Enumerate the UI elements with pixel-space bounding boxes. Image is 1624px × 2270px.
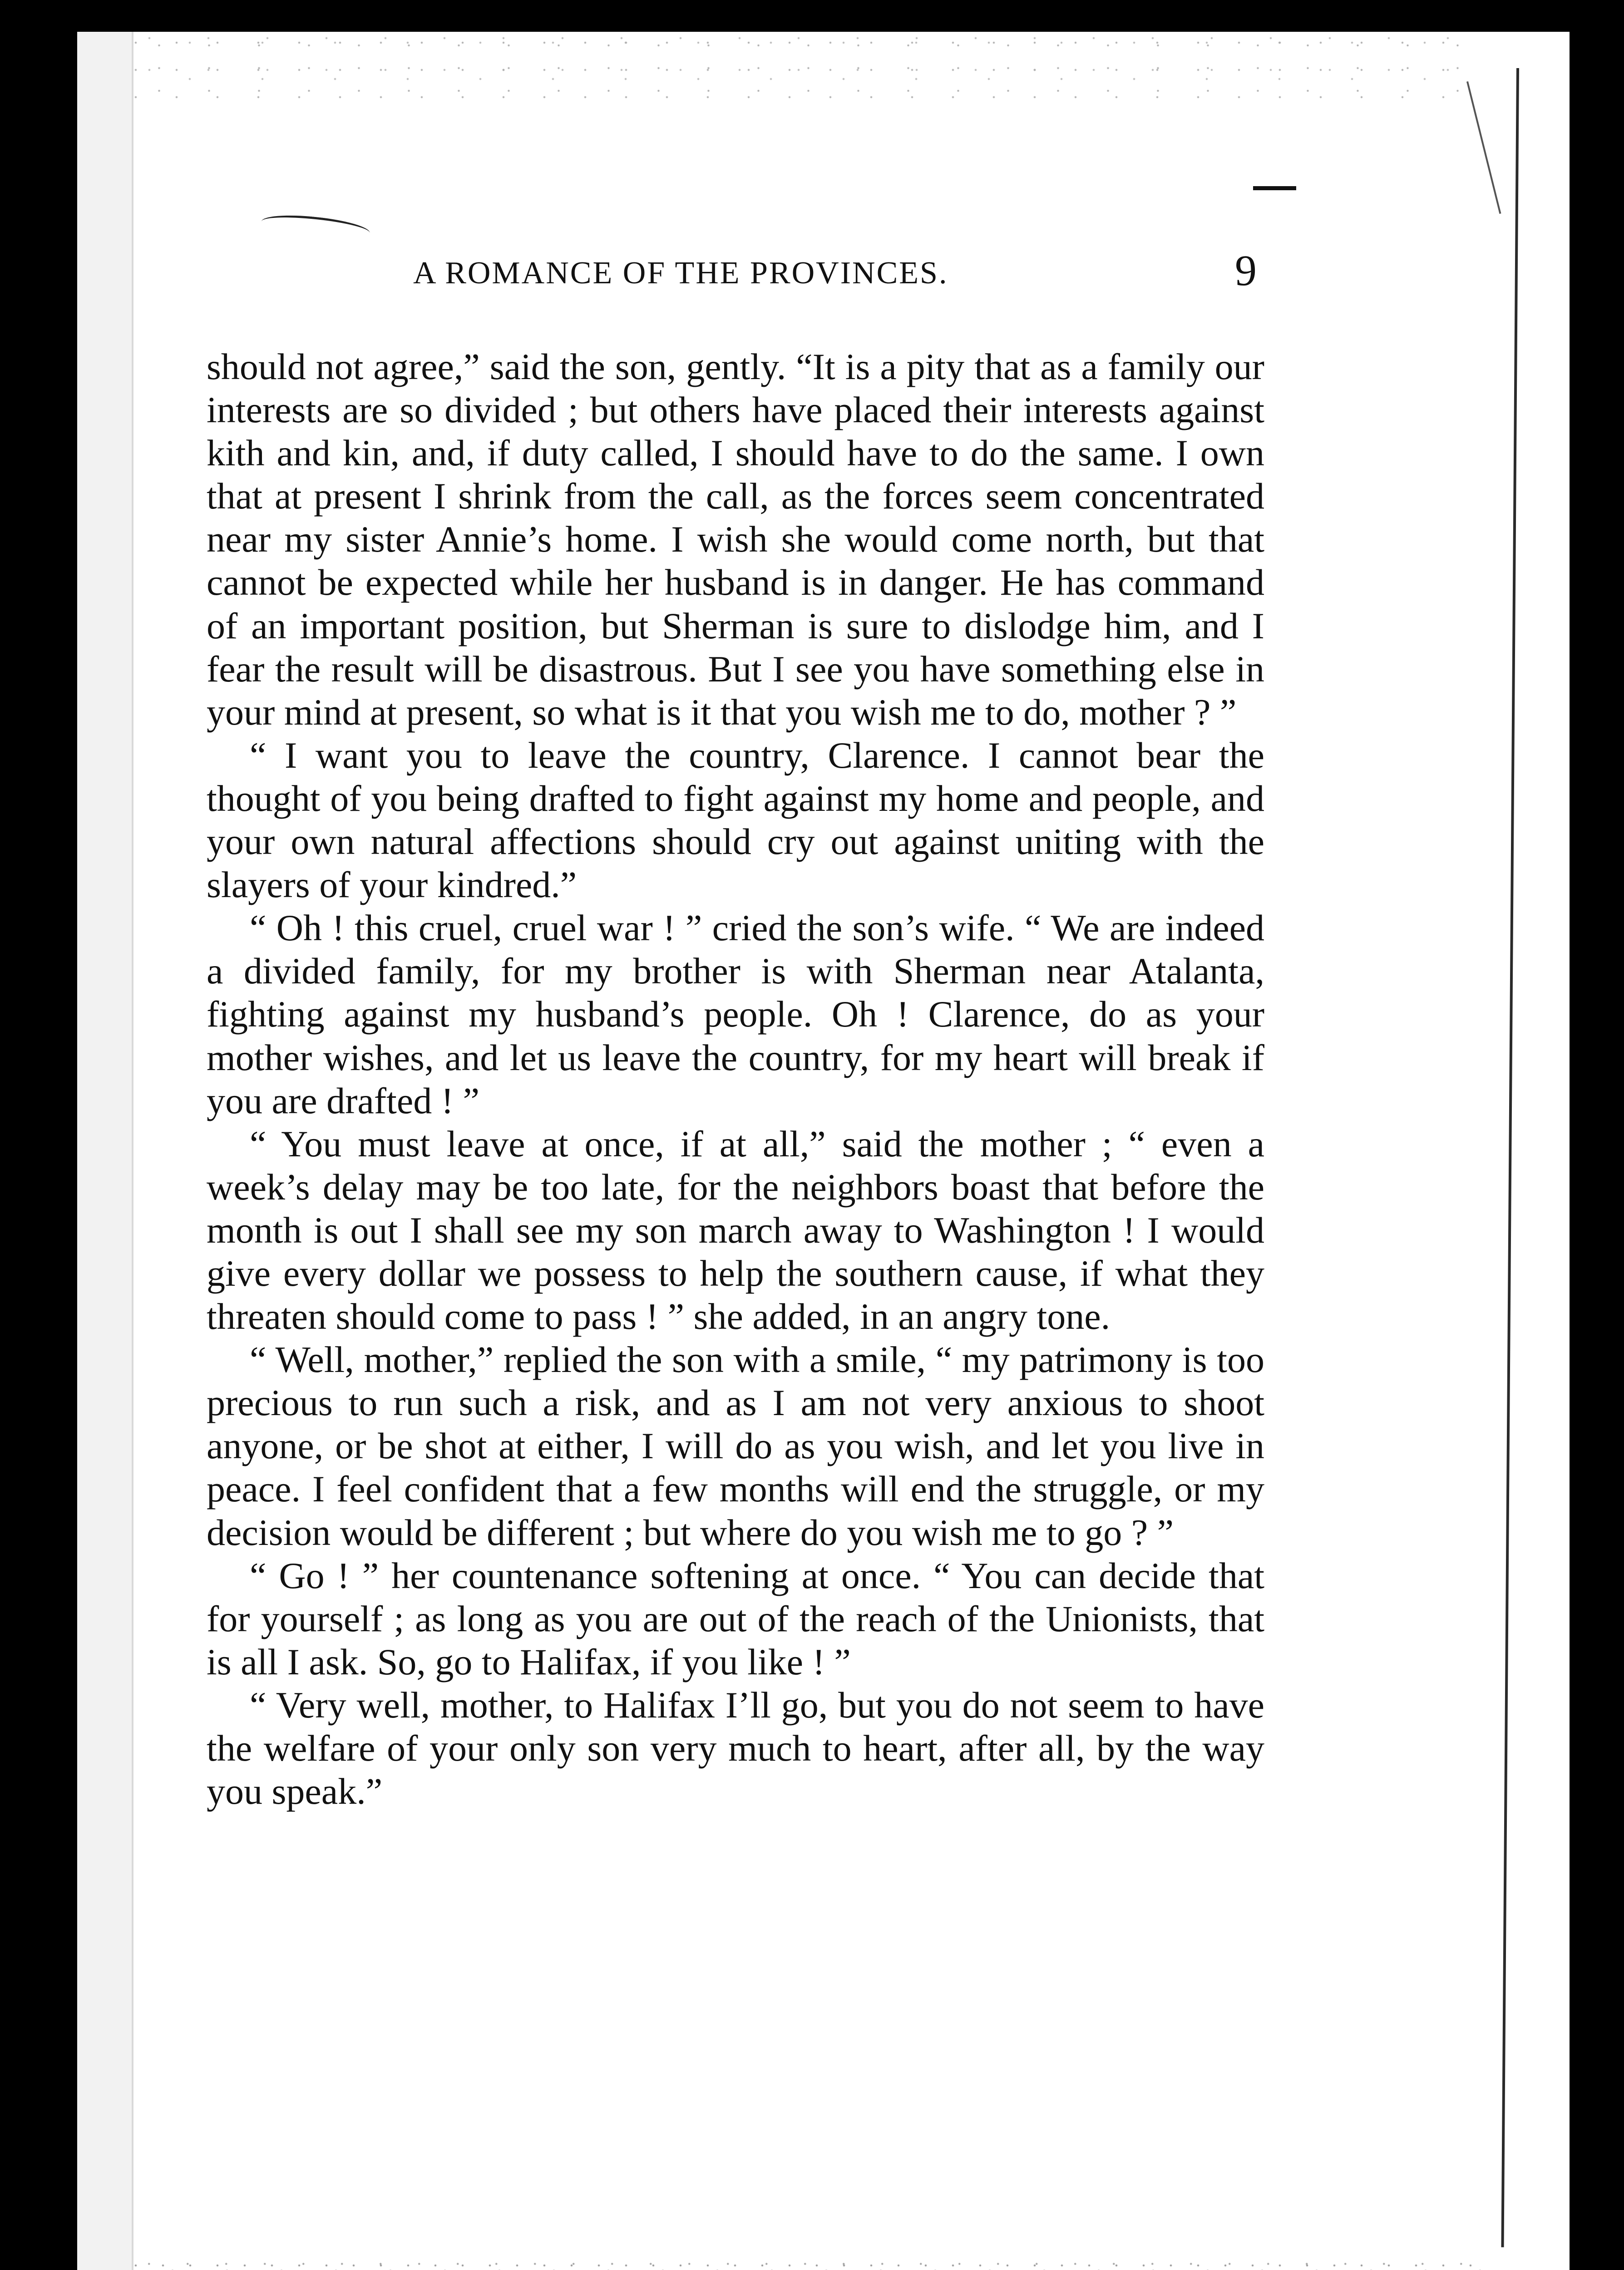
page-number: 9: [1235, 246, 1257, 295]
body-text: [207, 345, 1264, 1813]
paragraph: “ Well, mother,” replied the son with a smile, “ my patrimony is too precious to run such a risk, and as I am not very anxious to shoot anyone, or be shot at either, I will do as you wish, and let you live in peace. I feel confident that a few months will end the struggle, or my decision would be different ; but where do you wish me to go ? ”: [207, 1339, 1264, 1553]
scan-noise-bottom: [132, 2256, 1494, 2270]
pencil-mark: [260, 212, 370, 243]
page-edge-line: [1501, 68, 1519, 2247]
paragraph: “ You must leave at once, if at all,” said the mother ; “ even a week’s delay may be too late, for the neighbors boast that before the month is out I shall see my son march away to Washington ! I would give every dollar we possess to help the southern cause, if what they threaten should come to pass ! ” she added, in an angry tone.: [207, 1123, 1264, 1337]
ink-dash-mark: [1253, 186, 1296, 190]
running-title: A ROMANCE OF THE PROVINCES.: [413, 256, 948, 291]
scan-border-top: [0, 0, 1624, 32]
scan-noise-top: [132, 32, 1462, 100]
scan-border-left: [0, 0, 77, 2270]
paragraph: “ Oh ! this cruel, cruel war ! ” cried the son’s wife. “ We are indeed a divided family, for my brother is with Sherman near Atalanta, fighting against my husband’s people. Oh ! Clarence, do as your mother wishes, and let us leave the country, for my heart will break if you are drafted ! ”: [207, 907, 1264, 1121]
scan-border-right: [1570, 0, 1624, 2270]
paragraph: should not agree,” said the son, gently. “It is a pity that as a family our interests are so divided ; but others have placed their interests against kith and kin, and, if duty called, I should have to do the same. I own that at present I shrink from the call, as the forces seem concentrated near my sister Annie’s home. I wish she would come north, but that cannot be expected while her husband is in danger. He has command of an important position, but Sherman is sure to dislodge him, and I fear the result will be disastrous. But I see you have something else in your mind at present, so what is it that you wish me to do, mother ? ”: [207, 346, 1264, 733]
paragraph: “ Go ! ” her countenance softening at once. “ You can decide that for yourself ; as long as you are out of the reach of the Unionists, that is all I ask. So, go to Halifax, if you like ! ”: [207, 1554, 1264, 1683]
page-edge-mark: [1466, 81, 1501, 214]
page-gutter: [77, 32, 133, 2270]
paragraph: “ Very well, mother, to Halifax I’ll go, but you do not seem to have the welfare of your only son very much to heart, after all, by the way you speak.”: [207, 1684, 1264, 1812]
paragraph: “ I want you to leave the country, Clarence. I cannot bear the thought of you being drafted to fight against my home and people, and your own natural affections should cry out against uniting with the slayers of your kindred.”: [207, 734, 1264, 906]
